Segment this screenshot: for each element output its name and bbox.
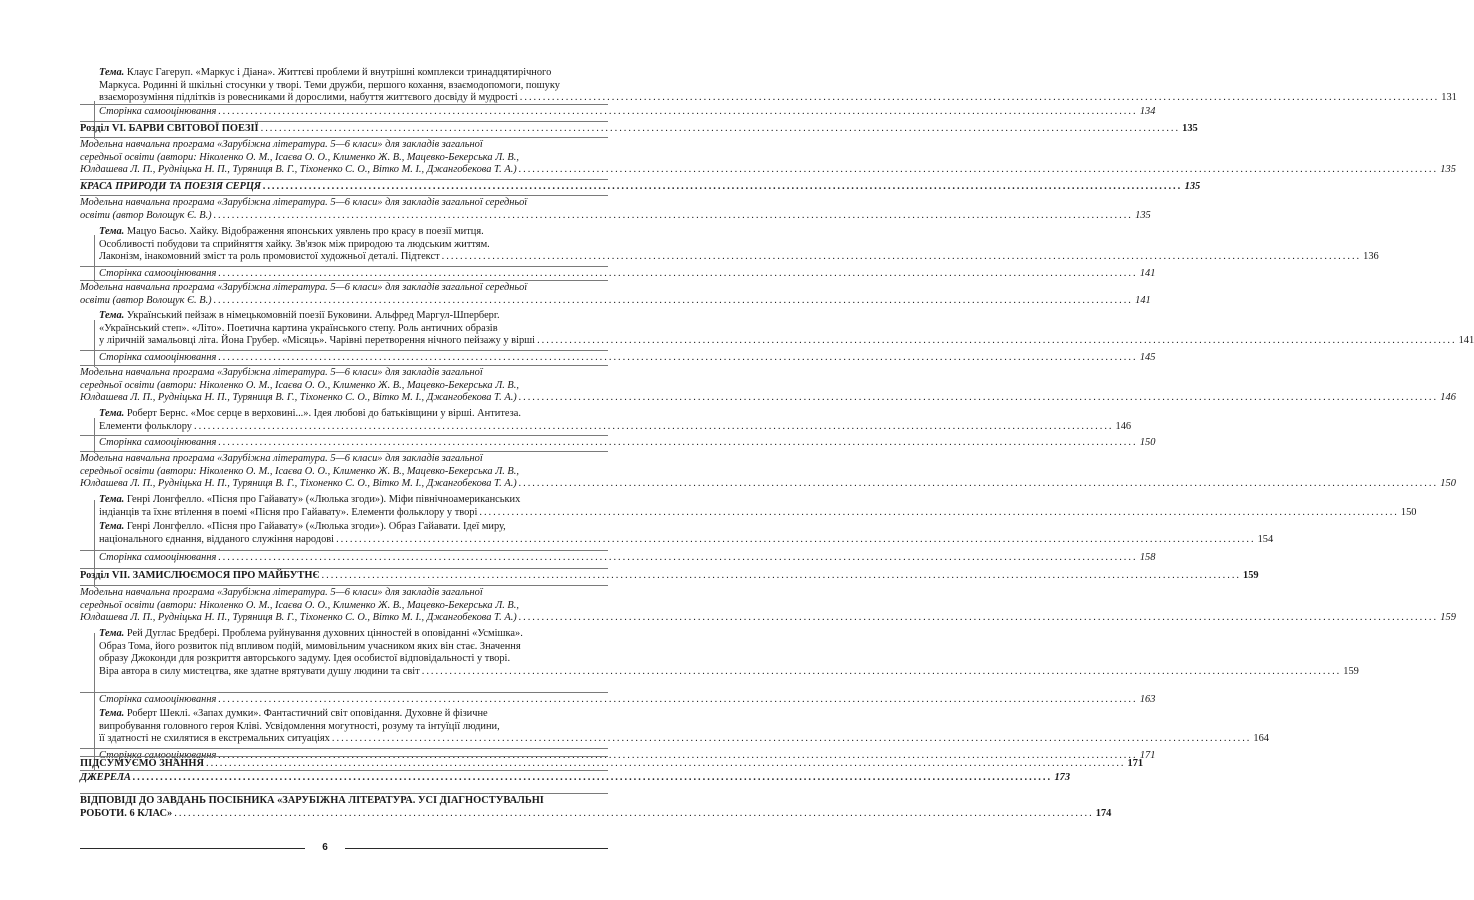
- footer-rule-right: [345, 848, 608, 849]
- separator-line: [80, 266, 608, 267]
- toc-entry-text: [80, 367, 483, 378]
- toc-entry-text: [99, 310, 500, 321]
- dot-leader: ........................................................................................................................................................................................................: [218, 352, 1138, 363]
- toc-entry-last-line: [80, 392, 1456, 405]
- toc-page-number: 135: [1184, 181, 1201, 192]
- toc-entry-line: [99, 494, 608, 507]
- toc-entry-line: [99, 67, 608, 80]
- toc-entry-subsection[interactable]: [80, 181, 1201, 194]
- toc-entry-text: [80, 612, 517, 625]
- toc-entry-line: [80, 282, 608, 295]
- dot-leader: ........................................................................................................................................................................................................: [421, 665, 1342, 677]
- footer-rule-left: [80, 848, 305, 849]
- toc-entry-last-line: [99, 733, 1269, 746]
- toc-page-number: 146: [1115, 420, 1132, 432]
- toc-entry-text-content: Клаус Гагеруп. «Маркус і Діана». Життєві проблеми й внутрішні комплекси тринадцятирічного: [126, 67, 552, 78]
- toc-entry-text-content: Особливості побудови та сприйняття хайку. Зв'язок між природою та людським життям.: [99, 238, 490, 250]
- dot-leader: ........................................................................................................................................................................................................: [518, 164, 1439, 176]
- toc-page-number: 163: [1139, 694, 1156, 705]
- theme-label: Тема.: [99, 67, 127, 78]
- toc-entry-last-line: [99, 533, 1274, 547]
- toc-entry-subsection[interactable]: [80, 772, 1071, 785]
- toc-entry-text-content: Образ Тома, його розвиток під впливом подій, мимовільним учасником яких він стає. Значення: [99, 640, 521, 652]
- toc-entry-text-content: середньої освіти (автори: Ніколенко О. М., Ісаєва О. О., Клименко Ж. В., Мацевко-Бекерська Л. В.,: [80, 151, 519, 163]
- toc-entry-text: [99, 106, 216, 119]
- toc-entry-text-content: середньої освіти (автори: Ніколенко О. М., Ісаєва О. О., Клименко Ж. В., Мацевко-Бекерська Л. В.,: [80, 465, 519, 477]
- dot-leader: ........................................................................................................................................................................................................: [537, 335, 1457, 347]
- toc-page-number: 141: [1458, 335, 1474, 347]
- toc-entry-text: [80, 392, 517, 405]
- toc-entry-section[interactable]: [80, 570, 1259, 583]
- toc-entry-last-line: [99, 694, 1156, 707]
- theme-label: Тема.: [99, 628, 127, 639]
- toc-entry-text-content: Роберт Бернс. «Моє серце в верховині...». Ідея любові до батьківщини у вірші. Антитеза.: [126, 408, 521, 419]
- toc-entry-text-content: Лаконізм, інакомовний зміст та роль промовистої художньої деталі. Підтекст: [99, 251, 440, 263]
- toc-entry-program[interactable]: [80, 282, 1151, 307]
- toc-page-number: 146: [1440, 392, 1456, 404]
- toc-entry-text-content: Сторінка самооцінювання: [99, 552, 217, 563]
- toc-entry-text: [99, 641, 521, 652]
- toc-entry-last-line: [99, 268, 1156, 281]
- toc-entry-text-content: освіти (автор Волощук Є. В.): [80, 294, 212, 306]
- theme-label: Тема.: [99, 494, 127, 505]
- toc-entry-text-content: Маркуса. Родинні й шкільні стосунки у творі. Теми дружби, першого кохання, взаємодопомоги, пошуку: [99, 79, 560, 91]
- toc-entry-text-content: Сторінка самооцінювання: [99, 268, 217, 279]
- separator-line: [80, 748, 608, 749]
- toc-entry-line: [99, 653, 608, 666]
- dot-leader: ........................................................................................................................................................................................................: [321, 570, 1242, 581]
- toc-entry-last-line: [80, 612, 1456, 625]
- toc-entry-text: [80, 197, 527, 208]
- toc-entry-last-line: [80, 209, 1151, 223]
- toc-entry-theme[interactable]: [99, 628, 1359, 678]
- toc-entry-self[interactable]: [99, 694, 1156, 707]
- toc-entry-line: [80, 795, 608, 808]
- indent-guide-line: [94, 320, 95, 367]
- separator-line: [80, 435, 608, 436]
- toc-page-number: 141: [1139, 268, 1156, 279]
- toc-entry-text: [99, 628, 523, 639]
- toc-entry-text: [80, 123, 259, 136]
- toc-entry-text: [99, 323, 498, 334]
- dot-leader: ........................................................................................................................................................................................................: [218, 106, 1138, 117]
- toc-entry-text: [80, 570, 320, 583]
- separator-line: [80, 137, 608, 138]
- dot-leader: ........................................................................................................................................................................................................: [331, 733, 1252, 745]
- toc-entry-last-line: [80, 758, 1144, 771]
- separator-line: [80, 365, 608, 366]
- toc-page-number: 173: [1054, 772, 1071, 783]
- toc-entry-text: [99, 733, 330, 746]
- toc-entry-text-content: Сторінка самооцінювання: [99, 352, 217, 363]
- toc-entry-text-content: Сторінка самооцінювання: [99, 750, 217, 761]
- toc-entry-text: [80, 808, 172, 821]
- theme-label: Тема.: [99, 521, 127, 532]
- toc-entry-last-line: [99, 106, 1156, 119]
- toc-entry-text-content: Модельна навчальна програма «Зарубіжна література. 5—6 класи» для закладів загальної: [80, 587, 483, 598]
- toc-entry-last-line: [99, 420, 1132, 434]
- toc-entry-text-content: Елементи фольклору: [99, 420, 192, 432]
- toc-entry-theme[interactable]: [99, 67, 1457, 105]
- toc-entry-line: [99, 80, 608, 93]
- toc-entry-last-line: [99, 335, 1474, 348]
- toc-entry-text-content: Модельна навчальна програма «Зарубіжна література. 5—6 класи» для закладів загальної: [80, 453, 483, 464]
- toc-entry-text-content: середньої освіти (автори: Ніколенко О. М., Ісаєва О. О., Клименко Ж. В., Мацевко-Бекерська Л. В.,: [80, 599, 519, 611]
- toc-entry-text: [99, 335, 535, 348]
- dot-leader: ........................................................................................................................................................................................................: [218, 694, 1138, 705]
- toc-entry-text-content: «Український степ». «Літо». Поетична картина українського степу. Роль античних образів: [99, 322, 498, 334]
- toc-entry-summary[interactable]: [80, 795, 1112, 820]
- toc-page-number: 135: [1182, 123, 1198, 134]
- toc-entry-text: [80, 282, 527, 293]
- toc-entry-text: [99, 666, 420, 679]
- toc-entry-text: [80, 478, 517, 491]
- toc-entry-theme[interactable]: [99, 408, 1132, 433]
- toc-entry-text-content: взаєморозуміння підлітків із ровесниками й дорослими, набуття життєвого досвіду й мудрості: [99, 92, 518, 104]
- toc-entry-text: [99, 408, 521, 419]
- theme-label: Тема.: [99, 226, 127, 237]
- separator-line: [80, 793, 608, 794]
- toc-entry-program[interactable]: [80, 197, 1151, 222]
- toc-entry-text-content: Генрі Лонгфелло. «Пісня про Гайавату» («Люлька згоди»). Міфи північноамериканських: [126, 494, 521, 505]
- dot-leader: ........................................................................................................................................................................................................: [218, 750, 1138, 761]
- dot-leader: ........................................................................................................................................................................................................: [174, 807, 1094, 819]
- toc-entry-text: [80, 600, 519, 611]
- toc-page-number: 159: [1440, 612, 1456, 624]
- toc-entry-text-content: у ліричній замальовці літа. Йона Грубер. «Місяць». Чарівні перетворення нічного пейзажу у вірші: [99, 335, 536, 347]
- dot-leader: ........................................................................................................................................................................................................: [260, 123, 1181, 134]
- toc-entry-line: [99, 708, 608, 721]
- toc-entry-line: [80, 139, 608, 152]
- toc-page-number: 150: [1400, 506, 1417, 518]
- toc-entry-section[interactable]: [80, 123, 1198, 136]
- toc-page-number: 135: [1440, 164, 1456, 176]
- toc-entry-text-content: Роберт Шеклі. «Запах думки». Фантастичний світ оповідання. Духовне й фізичне: [126, 708, 488, 719]
- toc-page-number: 174: [1095, 807, 1112, 819]
- dot-leader: ........................................................................................................................................................................................................: [519, 92, 1440, 104]
- dot-leader: ........................................................................................................................................................................................................: [132, 772, 1053, 783]
- toc-entry-line: [80, 197, 608, 210]
- toc-entry-program[interactable]: [80, 139, 1456, 177]
- toc-entry-text: [80, 587, 483, 598]
- toc-entry-text: [99, 552, 216, 565]
- toc-entry-text-content: ВІДПОВІДІ ДО ЗАВДАНЬ ПОСІБНИКА «ЗАРУБІЖНА ЛІТЕРАТУРА. УСІ ДІАГНОСТУВАЛЬНІ: [80, 795, 544, 806]
- toc-entry-text: [99, 721, 500, 732]
- toc-entry-line: [99, 323, 608, 336]
- separator-line: [80, 121, 608, 122]
- dot-leader: ........................................................................................................................................................................................................: [518, 612, 1439, 624]
- toc-entry-text-content: Розділ VI. БАРВИ СВІТОВОЇ ПОЕЗІЇ: [80, 123, 259, 134]
- toc-entry-last-line: [99, 552, 1156, 565]
- toc-page-number: 135: [1135, 209, 1151, 221]
- theme-label: Тема.: [99, 408, 127, 419]
- separator-line: [80, 280, 608, 281]
- toc-entry-text: [80, 466, 519, 477]
- toc-entry-self[interactable]: [99, 352, 1156, 365]
- toc-entry-text-content: Модельна навчальна програма «Зарубіжна література. 5—6 класи» для закладів загальної середньої: [80, 282, 528, 293]
- toc-entry-text-content: Модельна навчальна програма «Зарубіжна література. 5—6 класи» для закладів загальної: [80, 139, 483, 150]
- dot-leader: ........................................................................................................................................................................................................: [218, 552, 1138, 563]
- toc-entry-text: [80, 380, 519, 391]
- toc-entry-program[interactable]: [80, 367, 1456, 405]
- toc-entry-line: [80, 587, 608, 600]
- toc-entry-line: [99, 226, 608, 239]
- toc-page-number: 171: [1139, 750, 1156, 761]
- toc-entry-last-line: [99, 506, 1417, 520]
- toc-entry-line: [80, 367, 608, 380]
- toc-entry-text: [80, 181, 261, 194]
- toc-entry-text-content: Юлдашева Л. П., Рудніцька Н. П., Туряниця В. Г., Тіхоненко С. О., Вітко М. І., Джангобекова Т. А.): [80, 612, 517, 624]
- indent-guide-line: [94, 633, 95, 770]
- toc-entry-summary[interactable]: [80, 758, 1144, 771]
- toc-entry-text: [80, 772, 131, 785]
- theme-label: Тема.: [99, 708, 127, 719]
- dot-leader: ........................................................................................................................................................................................................: [263, 181, 1183, 192]
- toc-entry-text: [80, 453, 483, 464]
- toc-entry-line: [99, 721, 608, 734]
- toc-entry-text: [80, 795, 544, 806]
- toc-entry-text: [99, 534, 334, 547]
- toc-page-number: 150: [1440, 478, 1456, 490]
- toc-entry-text: [99, 352, 216, 365]
- dot-leader: ........................................................................................................................................................................................................: [479, 506, 1399, 518]
- toc-page-number: 145: [1139, 352, 1156, 363]
- separator-line: [80, 350, 608, 351]
- toc-entry-last-line: [80, 181, 1201, 194]
- dot-leader: ........................................................................................................................................................................................................: [336, 533, 1256, 545]
- toc-entry-last-line: [99, 352, 1156, 365]
- separator-line: [80, 568, 608, 569]
- dot-leader: ........................................................................................................................................................................................................: [518, 478, 1439, 490]
- toc-entry-text: [80, 210, 212, 223]
- toc-entry-last-line: [80, 807, 1112, 821]
- dot-leader: ........................................................................................................................................................................................................: [213, 294, 1134, 306]
- toc-entry-program[interactable]: [80, 453, 1456, 491]
- toc-entry-line: [99, 239, 608, 252]
- toc-entry-text-content: КРАСА ПРИРОДИ ТА ПОЕЗІЯ СЕРЦЯ: [80, 181, 262, 192]
- separator-line: [80, 770, 608, 771]
- dot-leader: ........................................................................................................................................................................................................: [218, 268, 1138, 279]
- indent-guide-line: [94, 235, 95, 282]
- toc-entry-self[interactable]: [99, 552, 1156, 565]
- toc-page-number: 150: [1139, 437, 1156, 448]
- separator-line: [80, 692, 608, 693]
- toc-entry-last-line: [80, 772, 1071, 785]
- toc-entry-text: [80, 758, 204, 771]
- dot-leader: ........................................................................................................................................................................................................: [213, 209, 1134, 221]
- toc-entry-theme[interactable]: [99, 521, 1274, 546]
- toc-page-number: 164: [1253, 733, 1269, 745]
- toc-entry-text-content: Український пейзаж в німецькомовній поезії Буковини. Альфред Маргул-Шперберг.: [126, 310, 500, 321]
- toc-entry-text: [80, 295, 212, 308]
- toc-entry-last-line: [99, 92, 1457, 105]
- toc-entry-theme[interactable]: [99, 708, 1269, 746]
- page-number: 6: [322, 842, 328, 853]
- toc-entry-text-content: Модельна навчальна програма «Зарубіжна література. 5—6 класи» для закладів загальної середньої: [80, 197, 528, 208]
- toc-entry-text: [99, 226, 484, 237]
- toc-page-number: 154: [1257, 533, 1274, 545]
- separator-line: [80, 195, 608, 196]
- toc-entry-line: [99, 408, 608, 421]
- toc-entry-text-content: її здатності не схилятися в екстремальних ситуаціях: [99, 733, 330, 745]
- toc-page-number: 141: [1135, 294, 1151, 306]
- toc-entry-line: [80, 453, 608, 466]
- toc-entry-self[interactable]: [99, 106, 1156, 119]
- toc-entry-self[interactable]: [99, 437, 1156, 450]
- toc-page-number: 136: [1363, 251, 1379, 263]
- toc-entry-text-content: національного єднання, відданого служіння народові: [99, 533, 335, 545]
- separator-line: [80, 179, 608, 180]
- toc-page-number: 171: [1127, 758, 1144, 769]
- dot-leader: ........................................................................................................................................................................................................: [205, 758, 1126, 769]
- toc-entry-self[interactable]: [99, 268, 1156, 281]
- toc-entry-text-content: Юлдашева Л. П., Рудніцька Н. П., Туряниця В. Г., Тіхоненко С. О., Вітко М. І., Джангобекова Т. А.): [80, 164, 517, 176]
- toc-entry-text-content: Віра автора в силу мистецтва, яке здатне врятувати душу людини та світ: [99, 665, 420, 677]
- toc-entry-text-content: образу Джоконди для розкриття авторського задуму. Ідея особистої відповідальності у творі.: [99, 653, 511, 665]
- dot-leader: ........................................................................................................................................................................................................: [218, 437, 1138, 448]
- theme-label: Тема.: [99, 310, 127, 321]
- toc-entry-text: [99, 421, 192, 434]
- toc-entry-text: [99, 268, 216, 281]
- toc-entry-text: [99, 67, 551, 78]
- separator-line: [80, 756, 608, 757]
- toc-entry-text: [99, 708, 488, 719]
- separator-line: [80, 451, 608, 452]
- toc-entry-text: [80, 164, 517, 177]
- toc-entry-line: [99, 628, 608, 641]
- toc-entry-text-content: Генрі Лонгфелло. «Пісня про Гайавату» («Люлька згоди»). Образ Гайавати. Ідеї миру,: [126, 521, 506, 532]
- toc-entry-text: [99, 80, 560, 91]
- toc-page-number: 158: [1139, 552, 1156, 563]
- toc-entry-text-content: випробування головного героя Кліві. Усвідомлення могутності, розуму та інтуїції людини,: [99, 720, 500, 732]
- toc-entry-text: [99, 694, 216, 707]
- toc-entry-text: [99, 239, 490, 250]
- toc-entry-text-content: Мацуо Басьо. Хайку. Відображення японських уявлень про красу в поезії митця.: [126, 226, 484, 237]
- toc-entry-last-line: [80, 123, 1198, 136]
- toc-entry-line: [99, 521, 608, 534]
- toc-entry-last-line: [99, 665, 1359, 679]
- toc-page-number: 131: [1441, 92, 1457, 104]
- toc-page-number: 134: [1139, 106, 1156, 117]
- toc-entry-text-content: освіти (автор Волощук Є. В.): [80, 209, 212, 221]
- toc-entry-text: [99, 521, 506, 532]
- toc-entry-line: [99, 310, 608, 323]
- dot-leader: ........................................................................................................................................................................................................: [441, 251, 1362, 263]
- toc-entry-last-line: [80, 294, 1151, 308]
- toc-entry-theme[interactable]: [99, 494, 1417, 519]
- dot-leader: ........................................................................................................................................................................................................: [194, 420, 1114, 432]
- toc-entry-text: [80, 139, 483, 150]
- toc-entry-text-content: РОБОТИ. 6 КЛАС»: [80, 807, 173, 819]
- toc-entry-text: [99, 507, 477, 520]
- toc-entry-text-content: середньої освіти (автори: Ніколенко О. М., Ісаєва О. О., Клименко Ж. В., Мацевко-Бекерська Л. В.,: [80, 379, 519, 391]
- toc-entry-text-content: Сторінка самооцінювання: [99, 106, 217, 117]
- toc-entry-text-content: індіанців та їхнє втілення в поемі «Пісня про Гайавату». Елементи фольклору у творі: [99, 506, 478, 518]
- toc-entry-last-line: [99, 437, 1156, 450]
- toc-entry-text-content: Сторінка самооцінювання: [99, 437, 217, 448]
- toc-entry-text-content: Модельна навчальна програма «Зарубіжна література. 5—6 класи» для закладів загальної: [80, 367, 483, 378]
- toc-entry-theme[interactable]: [99, 226, 1379, 264]
- toc-entry-text-content: Рей Дуглас Бредбері. Проблема руйнування духовних цінностей в оповіданні «Усмішка».: [126, 628, 523, 639]
- toc-entry-text-content: Сторінка самооцінювання: [99, 694, 217, 705]
- toc-entry-text-content: ПІДСУМУЄМО ЗНАННЯ: [80, 758, 204, 769]
- toc-entry-text: [80, 152, 519, 163]
- toc-entry-program[interactable]: [80, 587, 1456, 625]
- toc-entry-last-line: [80, 164, 1456, 177]
- toc-entry-line: [80, 466, 608, 479]
- separator-line: [80, 550, 608, 551]
- separator-line: [80, 585, 608, 586]
- dot-leader: ........................................................................................................................................................................................................: [518, 392, 1439, 404]
- toc-entry-text-content: Розділ VII. ЗАМИСЛЮЄМОСЯ ПРО МАЙБУТНЄ: [80, 570, 320, 581]
- toc-page-number: 159: [1343, 665, 1359, 677]
- toc-entry-text-content: ДЖЕРЕЛА: [80, 772, 131, 783]
- toc-entry-text: [99, 653, 510, 664]
- toc-entry-text: [99, 494, 520, 505]
- toc-entry-text-content: Юлдашева Л. П., Рудніцька Н. П., Туряниця В. Г., Тіхоненко С. О., Вітко М. І., Джангобекова Т. А.): [80, 478, 517, 490]
- toc-entry-text: [99, 251, 440, 264]
- toc-entry-text: [99, 92, 518, 105]
- toc-entry-line: [99, 641, 608, 654]
- toc-entry-theme[interactable]: [99, 310, 1474, 348]
- toc-page-number: 159: [1243, 570, 1259, 581]
- toc-entry-line: [80, 152, 608, 165]
- toc-entry-text-content: Юлдашева Л. П., Рудніцька Н. П., Туряниця В. Г., Тіхоненко С. О., Вітко М. І., Джангобекова Т. А.): [80, 392, 517, 404]
- toc-entry-line: [80, 600, 608, 613]
- toc-entry-line: [80, 380, 608, 393]
- toc-entry-last-line: [99, 251, 1379, 264]
- toc-entry-last-line: [80, 478, 1456, 491]
- separator-line: [80, 104, 608, 105]
- toc-entry-text: [99, 437, 216, 450]
- toc-entry-last-line: [80, 570, 1259, 583]
